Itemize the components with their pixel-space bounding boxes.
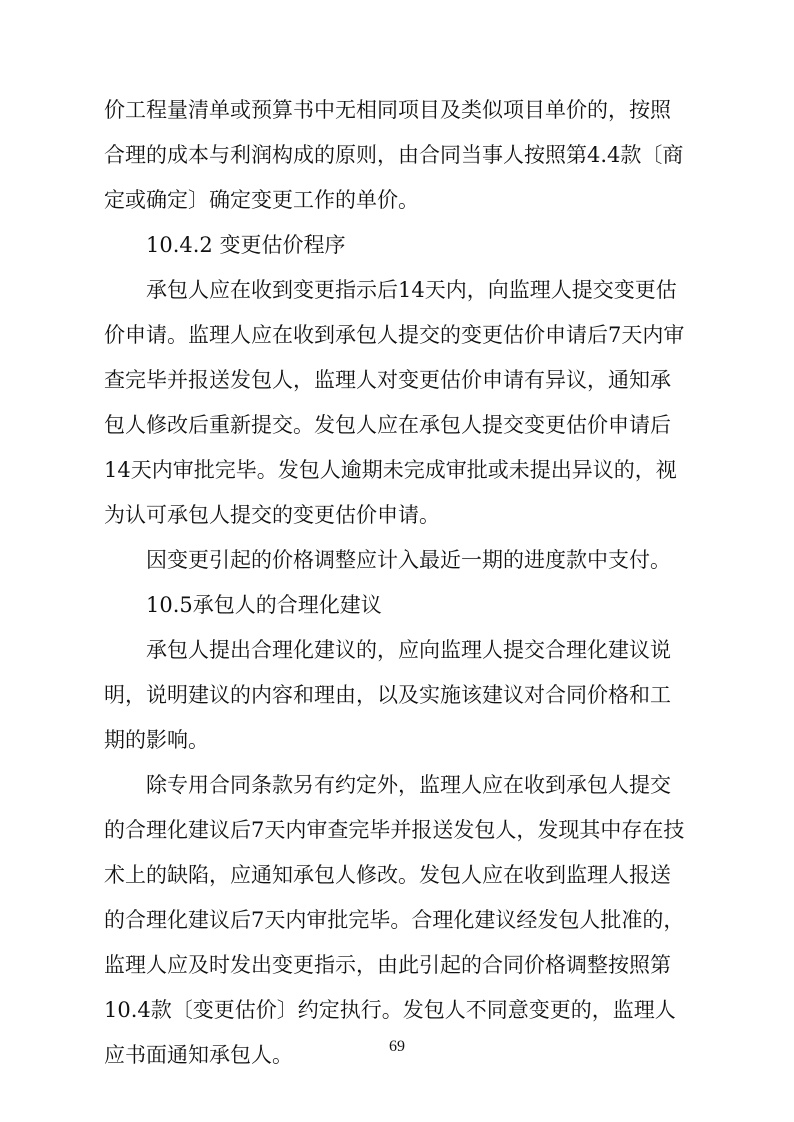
text-line: 定或确定〕确定变更工作的单价。 xyxy=(104,188,419,212)
text-line: 除专用合同条款另有约定外，监理人应在收到承包人提交 xyxy=(146,773,671,797)
text-line: 的合理化建议后7天内审查完毕并报送发包人，发现其中存在技 xyxy=(104,818,685,842)
text-line: 10.5承包人的合理化建议 xyxy=(146,593,382,617)
text-line: 监理人应及时发出变更指示，由此引起的合同价格调整按照第 xyxy=(104,953,671,977)
page-number: 69 xyxy=(389,1038,405,1055)
text-line: 术上的缺陷，应通知承包人修改。发包人应在收到监理人报送 xyxy=(104,863,671,887)
text-line: 14天内审批完毕。发包人逾期未完成审批或未提出异议的，视 xyxy=(104,458,677,482)
text-line: 10.4.2 变更估价程序 xyxy=(146,233,346,257)
text-line: 为认可承包人提交的变更估价申请。 xyxy=(104,503,440,527)
text-line: 价工程量清单或预算书中无相同项目及类似项目单价的，按照 xyxy=(104,98,671,122)
text-line: 查完毕并报送发包人，监理人对变更估价申请有异议，通知承 xyxy=(104,368,671,392)
text-line: 价申请。监理人应在收到承包人提交的变更估价申请后7天内审 xyxy=(104,323,685,347)
text-line: 应书面通知承包人。 xyxy=(104,1043,293,1067)
text-line: 承包人应在收到变更指示后14天内，向监理人提交变更估 xyxy=(146,278,677,302)
text-line: 期的影响。 xyxy=(104,728,209,752)
text-line: 明，说明建议的内容和理由，以及实施该建议对合同价格和工 xyxy=(104,683,671,707)
text-line: 承包人提出合理化建议的，应向监理人提交合理化建议说 xyxy=(146,638,671,662)
text-line: 10.4款〔变更估价〕约定执行。发包人不同意变更的，监理人 xyxy=(104,998,676,1022)
text-line: 因变更引起的价格调整应计入最近一期的进度款中支付。 xyxy=(146,548,671,572)
document-body xyxy=(104,88,690,1078)
text-line: 的合理化建议后7天内审批完毕。合理化建议经发包人批准的， xyxy=(104,908,685,932)
text-line: 合理的成本与利润构成的原则，由合同当事人按照第4.4款〔商 xyxy=(104,143,684,167)
text-line: 包人修改后重新提交。发包人应在承包人提交变更估价申请后 xyxy=(104,413,671,437)
